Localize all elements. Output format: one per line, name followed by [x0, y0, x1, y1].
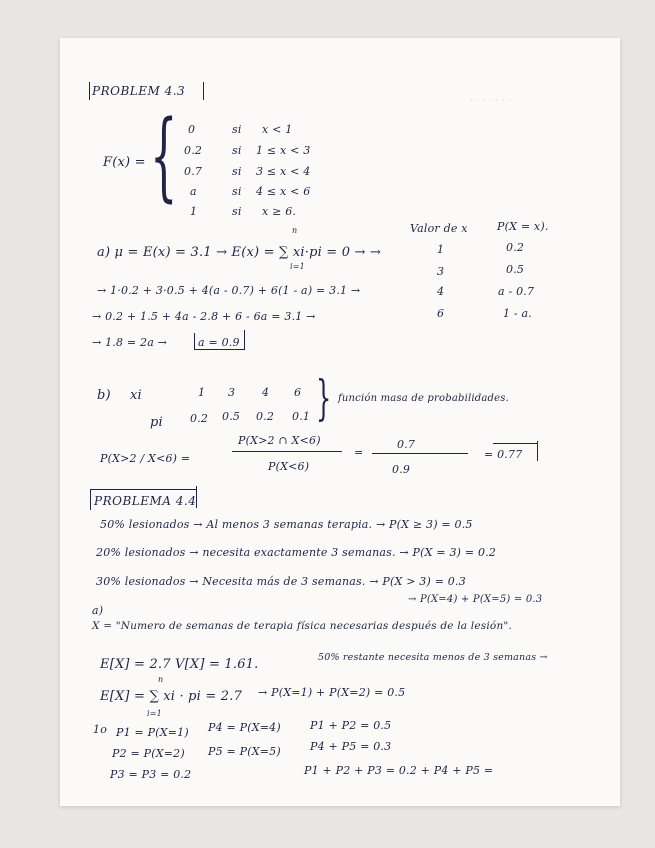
- fx-label: F(x) =: [103, 155, 146, 170]
- case-value: a: [190, 185, 197, 198]
- expectation-sum: E[X] = ∑ xi · pi = 2.7: [100, 689, 243, 704]
- pi-value: 0.1: [292, 410, 311, 423]
- table-x: 3: [437, 265, 445, 278]
- case-si: si: [232, 205, 242, 218]
- case-si: si: [232, 144, 242, 157]
- sum-upper-limit: n: [292, 226, 298, 235]
- pi-value: 0.5: [222, 410, 241, 423]
- part-a-line4: → 1.8 = 2a →: [92, 336, 168, 349]
- case-si: si: [232, 123, 242, 136]
- value-denominator: 0.9: [392, 463, 411, 476]
- line-50-percent: 50% lesionados → Al menos 3 semanas terapia. → P(X ≥ 3) = 0.5: [100, 518, 473, 531]
- p4-definition: P4 = P(X=4): [208, 721, 281, 734]
- sum-upper-limit: n: [158, 675, 164, 684]
- table-p: 0.2: [506, 241, 525, 254]
- case-condition: x ≥ 6.: [262, 205, 297, 218]
- result-box-a: [194, 333, 245, 350]
- title-bar-left: [90, 490, 91, 510]
- title-bar-left: [89, 82, 90, 100]
- case-condition: x < 1: [262, 123, 293, 136]
- fraction-bar: [372, 453, 468, 454]
- table-header-x: Valor de x: [410, 222, 468, 235]
- table-p: 0.5: [506, 263, 525, 276]
- pi-value: 0.2: [190, 412, 209, 425]
- p2-definition: P2 = P(X=2): [112, 747, 185, 760]
- table-x: 1: [437, 243, 445, 256]
- conditional-numerator: P(X>2 ∩ X<6): [238, 434, 321, 447]
- problem-4-3-title: PROBLEM 4.3: [92, 84, 186, 98]
- case-value: 1: [190, 205, 198, 218]
- piecewise-brace: {: [150, 100, 178, 212]
- p5-definition: P5 = P(X=5): [208, 745, 281, 758]
- relation-2: P4 + P5 = 0.3: [310, 740, 392, 753]
- title-bar-right: [196, 486, 197, 508]
- part-a-line1: a) μ = E(x) = 3.1 → E(x) = ∑ xi·pi = 0 → →: [97, 245, 382, 260]
- case-condition: 3 ≤ x < 4: [256, 165, 311, 178]
- p1-definition: P1 = P(X=1): [116, 726, 189, 739]
- table-header-p: P(X = x).: [497, 220, 549, 233]
- part-a-line2: → 1·0.2 + 3·0.5 + 4(a - 0.7) + 6(1 - a) = 3.1 →: [97, 284, 361, 297]
- relation-3: P1 + P2 + P3 = 0.2 + P4 + P5 =: [304, 764, 494, 777]
- sum-lower-limit: i=1: [290, 262, 305, 271]
- step-prefix: 1o: [93, 723, 108, 736]
- p3-definition: P3 = P3 = 0.2: [110, 768, 192, 781]
- part-a-label: a): [92, 604, 104, 617]
- part-b-result: = 0.77: [484, 448, 523, 461]
- sum-lower-limit: i=1: [147, 709, 162, 718]
- pmf-brace: }: [316, 370, 332, 426]
- bleed-through-mark: · · · · · · ·: [470, 96, 512, 107]
- case-condition: 1 ≤ x < 3: [256, 144, 311, 157]
- relation-1: P1 + P2 = 0.5: [310, 719, 392, 732]
- xi-label: xi: [130, 388, 142, 403]
- case-si: si: [232, 165, 242, 178]
- part-a-result: a = 0.9: [198, 336, 240, 349]
- expectation-variance: E[X] = 2.7 V[X] = 1.61.: [100, 657, 259, 672]
- case-condition: 4 ≤ x < 6: [256, 185, 311, 198]
- p1-p2-relation: → P(X=1) + P(X=2) = 0.5: [258, 686, 406, 699]
- table-x: 4: [437, 285, 445, 298]
- value-numerator: 0.7: [397, 438, 416, 451]
- remaining-50-note: 50% restante necesita menos de 3 semanas →: [318, 652, 548, 663]
- pmf-note: función masa de probabilidades.: [338, 393, 509, 404]
- result-box-b: [493, 443, 538, 461]
- variable-definition: X = "Numero de semanas de terapia física necesarias después de la lesión".: [92, 620, 512, 632]
- conditional-lhs: P(X>2 / X<6) =: [100, 452, 191, 465]
- case-value: 0.2: [184, 144, 203, 157]
- result-box-a-bar: [244, 330, 245, 350]
- part-a-line3: → 0.2 + 1.5 + 4a - 2.8 + 6 - 6a = 3.1 →: [92, 310, 316, 323]
- case-si: si: [232, 185, 242, 198]
- result-box-b-bar: [537, 441, 538, 461]
- conditional-denominator: P(X<6): [268, 460, 310, 473]
- pi-label: pi: [150, 415, 163, 430]
- table-p: 1 - a.: [503, 307, 532, 320]
- part-b-label: b): [97, 388, 111, 403]
- xi-value: 4: [262, 386, 270, 399]
- problem-4-4-title: PROBLEMA 4.4: [94, 494, 197, 508]
- xi-value: 1: [198, 386, 206, 399]
- case-value: 0.7: [184, 165, 203, 178]
- table-p: a - 0.7: [498, 285, 535, 298]
- line-20-percent: 20% lesionados → necesita exactamente 3 semanas. → P(X = 3) = 0.2: [96, 546, 497, 559]
- line-30-percent: 30% lesionados → Necesita más de 3 semanas. → P(X > 3) = 0.3: [96, 575, 466, 588]
- equals-sign: =: [354, 446, 364, 459]
- line-30-percent-detail: → P(X=4) + P(X=5) = 0.3: [408, 594, 543, 605]
- case-value: 0: [188, 123, 196, 136]
- title-bar-right: [203, 82, 204, 100]
- pi-value: 0.2: [256, 410, 275, 423]
- table-x: 6: [437, 307, 445, 320]
- xi-value: 6: [294, 386, 302, 399]
- title-overline: [90, 489, 196, 490]
- fraction-bar: [232, 451, 342, 452]
- xi-value: 3: [228, 386, 236, 399]
